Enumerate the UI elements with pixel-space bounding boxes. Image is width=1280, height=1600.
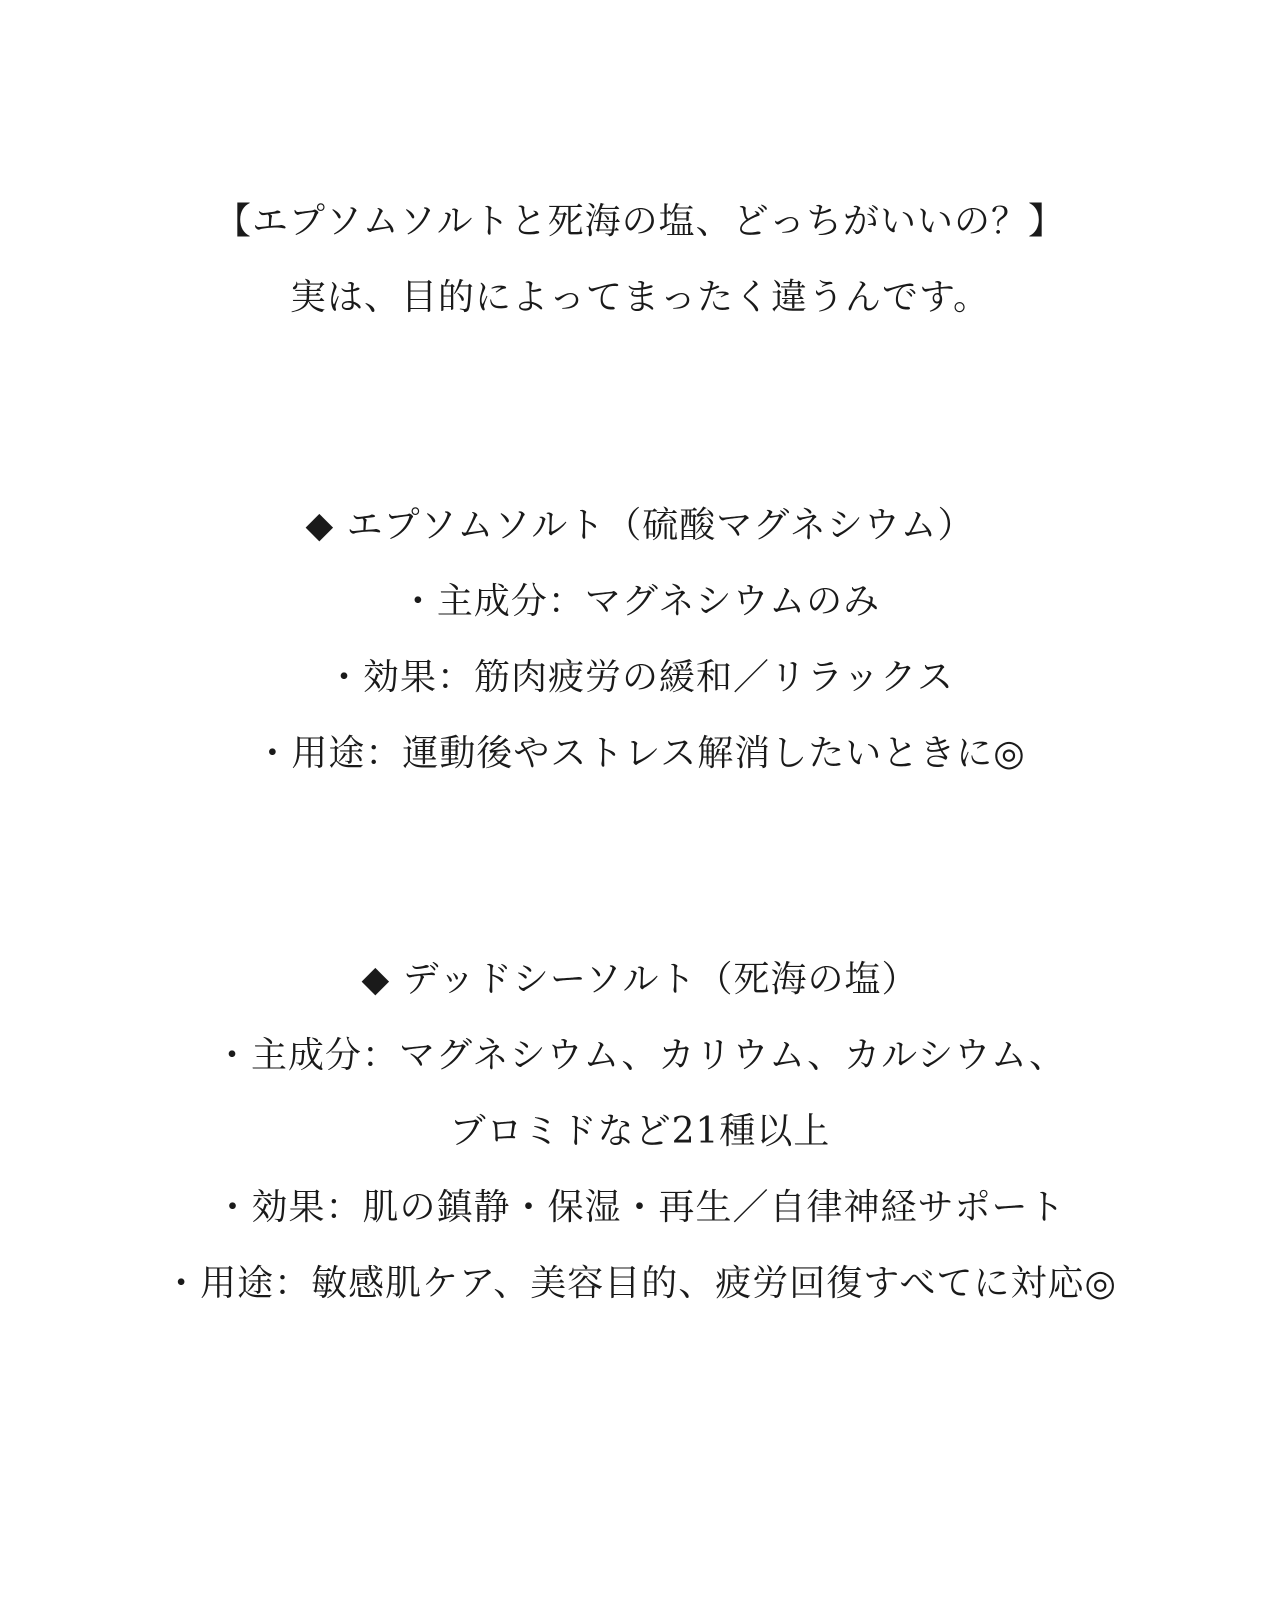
epsom-effect: ・効果：筋肉疲労の緩和／リラックス: [326, 657, 954, 698]
epsom-heading: ◆ エプソムソルト（硫酸マグネシウム）: [305, 505, 975, 546]
deadsea-ingredients-line1: ・主成分：マグネシウム、カリウム、カルシウム、: [214, 1035, 1066, 1076]
deadsea-heading: ◆ デッドシーソルト（死海の塩）: [361, 959, 919, 1000]
deadsea-use: ・用途：敏感肌ケア、美容目的、疲労回復すべてに対応◎: [163, 1263, 1117, 1304]
epsom-ingredients: ・主成分：マグネシウムのみ: [399, 581, 881, 622]
deadsea-effect: ・効果：肌の鎮静・保湿・再生／自律神経サポート: [214, 1187, 1066, 1228]
intro-subtitle: 実は、目的によってまったく違うんです。: [289, 277, 991, 318]
deadsea-ingredients-line2: ブロミドなど21種以上: [449, 1111, 831, 1152]
epsom-use: ・用途：運動後やストレス解消したいときに◎: [254, 733, 1026, 774]
intro-title: 【エプソムソルトと死海の塩、どっちがいいの？】: [215, 201, 1065, 242]
